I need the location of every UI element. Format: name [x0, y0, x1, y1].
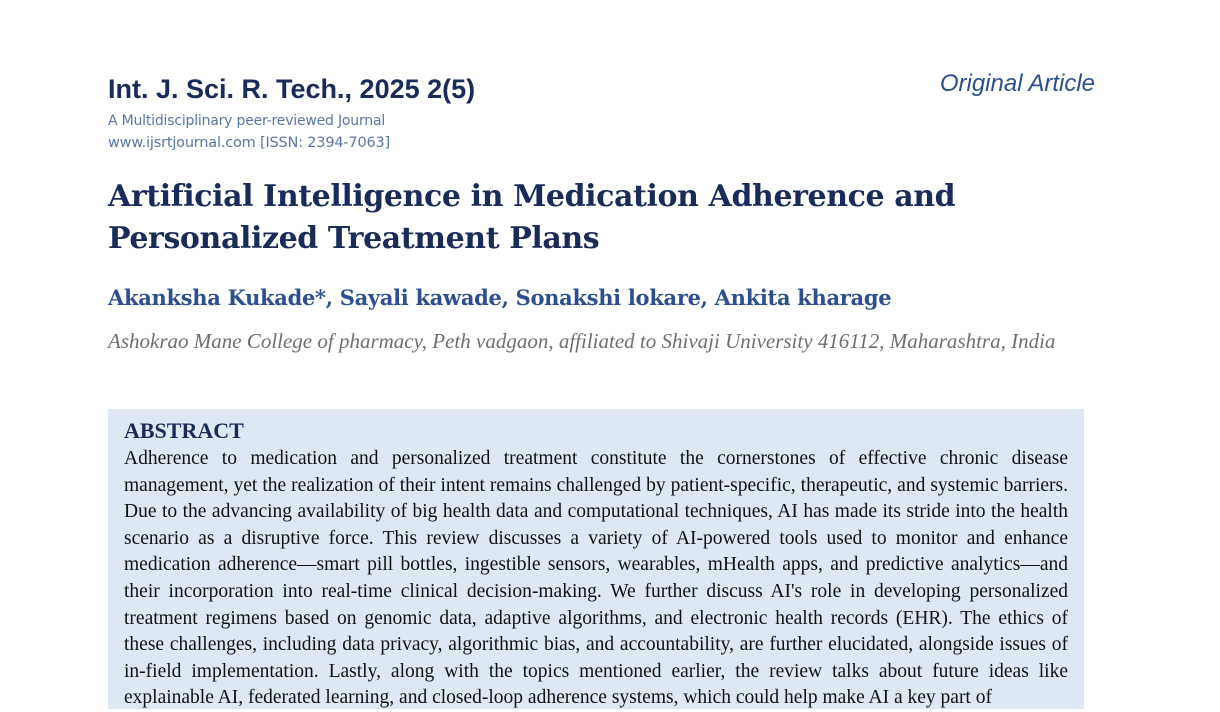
journal-description: A Multidisciplinary peer-reviewed Journal — [108, 113, 386, 129]
author-list: Akanksha Kukade*, Sayali kawade, Sonakshi lokare, Ankita kharage — [108, 285, 892, 310]
abstract-section — [108, 409, 1084, 709]
author-affiliation: Ashokrao Mane College of pharmacy, Peth vadgaon, affiliated to Shivaji University 416112, Maharashtra, India — [108, 329, 1056, 353]
abstract-heading: ABSTRACT — [124, 418, 244, 443]
article-type-label: Original Article — [939, 70, 1095, 97]
abstract-text: Adherence to medication and personalized treatment constitute the cornerstones of effective chronic disease management, yet the realization of their intent remains challenged by patient-specific, therapeutic, and systemic barriers. Due to the advancing availability of big health data and computational techniques, AI has made its stride into the health scenario as a disruptive force. This review discusses a variety of AI-powered tools used to monitor and enhance medication adherence—smart pill bottles, ingestible sensors, wearables, mHealth apps, and predictive analytics—and their incorporation into real-time clinical decision-making. We further discuss AI's role in developing personalized treatment regimens based on genomic data, adaptive algorithms, and electronic health records (EHR). The ethics of these challenges, including data privacy, algorithmic bias, and accountability, are further elucidated, alongside issues of in-field implementation. Lastly, along with the topics mentioned earlier, the review talks about future ideas like explainable AI, federated learning, and closed-loop adherence systems, which could help make AI a key part of — [124, 448, 1068, 709]
journal-citation: Int. J. Sci. R. Tech., 2025 2(5) — [108, 74, 476, 104]
paper-title: Artificial Intelligence in Medication Adherence and Personalized Treatment Plans — [108, 179, 956, 256]
journal-website: www.ijsrtjournal.com [ISSN: 2394-7063] — [108, 135, 390, 151]
